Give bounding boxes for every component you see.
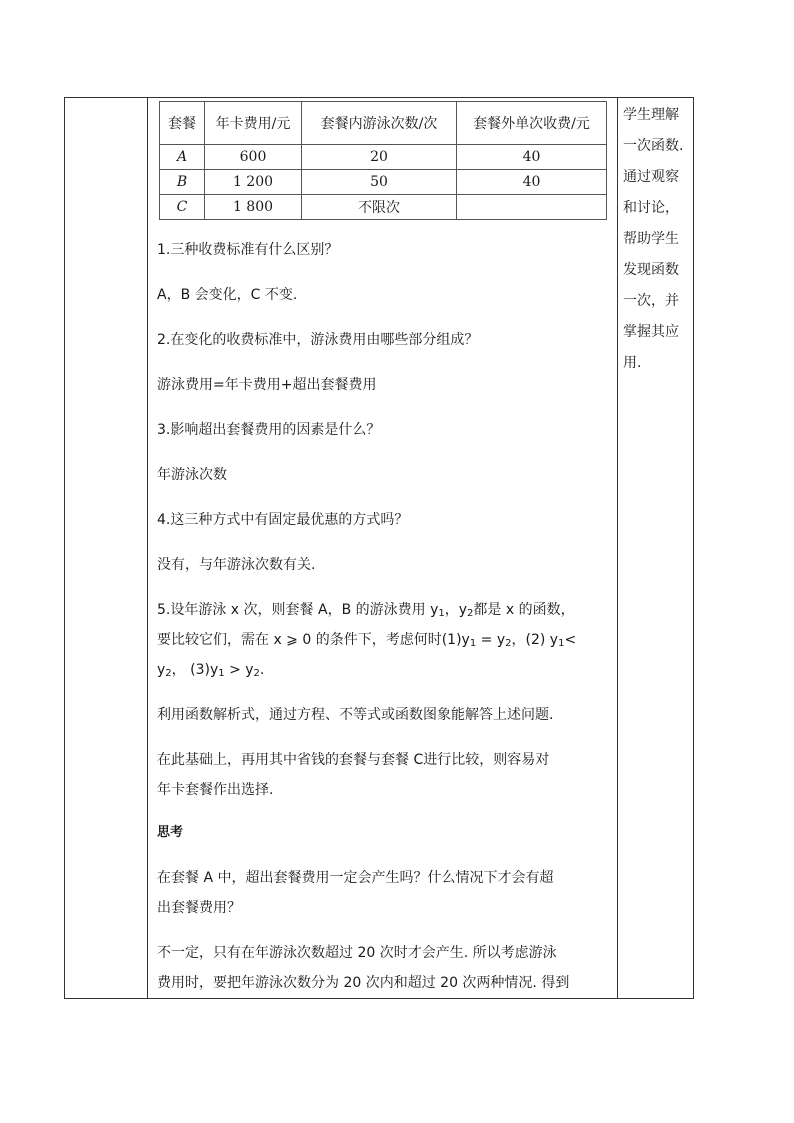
paragraph-compare-line-1: 在此基础上，再用其中省钱的套餐与套餐 C进行比较，则容易对 xyxy=(157,752,550,768)
side-note-line: 掌握其应 xyxy=(623,324,679,340)
side-note-line: 通过观察 xyxy=(623,169,679,185)
side-note-line: 一次，并 xyxy=(623,293,679,309)
header-annual-fee: 年卡费用/元 xyxy=(205,102,302,145)
plan-name: B xyxy=(160,170,205,195)
answer-1: A，B 会变化，C 不变. xyxy=(157,287,298,303)
lesson-table xyxy=(64,97,694,999)
answer-3: 年游泳次数 xyxy=(157,467,227,483)
annual-fee: 1 800 xyxy=(205,195,302,220)
answer-2: 游泳费用=年卡费用+超出套餐费用 xyxy=(157,377,377,393)
header-included-swims: 套餐内游泳次数/次 xyxy=(302,102,457,145)
side-note-line: 帮助学生 xyxy=(623,231,679,247)
included-swims: 不限次 xyxy=(302,195,457,220)
column-divider-right xyxy=(617,98,618,998)
question-3: 3.影响超出套餐费用的因素是什么？ xyxy=(157,422,381,438)
paragraph-solve: 利用函数解析式，通过方程、不等式或函数图象能解答上述问题. xyxy=(157,707,554,723)
question-5-line-2: 要比较它们，需在 x ⩾ 0 的条件下，考虑何时$(1)y_1 = y_2$，(2) $y_1<$ xyxy=(157,632,577,649)
question-1: 1.三种收费标准有什么区别？ xyxy=(157,242,339,258)
column-divider-left xyxy=(147,98,148,998)
extra-fee: 40 xyxy=(457,170,607,195)
table-row xyxy=(160,145,607,170)
question-2: 2.在变化的收费标准中，游泳费用由哪些部分组成？ xyxy=(157,332,479,348)
think-question-line-1: 在套餐 A 中，超出套餐费用一定会产生吗？什么情况下才会有超 xyxy=(157,870,554,886)
think-answer-line-1: 不一定，只有在年游泳次数超过 20 次时才会产生. 所以考虑游泳 xyxy=(157,945,557,961)
side-note-line: 学生理解 xyxy=(623,107,679,123)
included-swims: 20 xyxy=(302,145,457,170)
pricing-table-header-row xyxy=(160,102,607,145)
header-extra-fee: 套餐外单次收费/元 xyxy=(457,102,607,145)
annual-fee: 600 xyxy=(205,145,302,170)
table-row xyxy=(160,195,607,220)
think-heading: 思考 xyxy=(157,825,184,840)
side-note-line: 和讨论， xyxy=(623,200,679,216)
think-question-line-2: 出套餐费用？ xyxy=(157,900,241,916)
extra-fee xyxy=(457,195,607,220)
plan-name: A xyxy=(160,145,205,170)
answer-4: 没有，与年游泳次数有关. xyxy=(157,557,316,573)
header-plan: 套餐 xyxy=(160,102,205,145)
table-row xyxy=(160,170,607,195)
question-4: 4.这三种方式中有固定最优惠的方式吗？ xyxy=(157,512,409,528)
side-note-column xyxy=(623,100,691,379)
question-5-line-1: 5.设年游泳 x 次，则套餐 A，B 的游泳费用 $y_1$，$y_2$都是 x 的函数， xyxy=(157,602,575,619)
annual-fee: 1 200 xyxy=(205,170,302,195)
pricing-table xyxy=(159,101,607,220)
paragraph-compare-line-2: 年卡套餐作出选择. xyxy=(157,782,274,798)
extra-fee: 40 xyxy=(457,145,607,170)
think-answer-line-2: 费用时，要把年游泳次数分为 20 次内和超过 20 次两种情况. 得到 xyxy=(157,975,570,991)
side-note-line: 用. xyxy=(623,355,642,371)
included-swims: 50 xyxy=(302,170,457,195)
side-note-line: 发现函数 xyxy=(623,262,679,278)
plan-name: C xyxy=(160,195,205,220)
question-5-line-3: $y_2$， $(3)y_1 > y_2$. xyxy=(157,662,265,679)
side-note-line: 一次函数. xyxy=(623,138,684,154)
